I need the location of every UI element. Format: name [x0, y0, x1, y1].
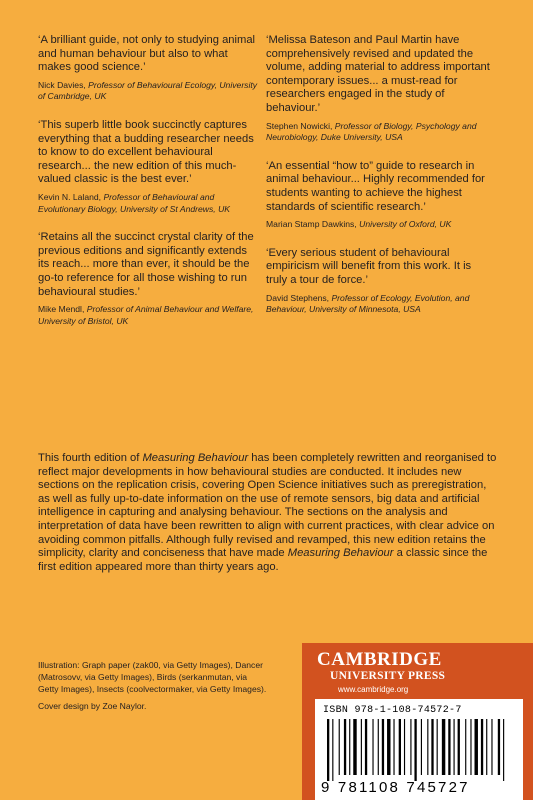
- reviewer-role: Professor of Behavioural and Evolutionary Biology, University of St Andrews, UK: [38, 191, 231, 214]
- quote-attribution: [38, 304, 258, 327]
- publisher-block: [302, 643, 533, 800]
- book-description: [38, 452, 498, 574]
- reviewer-role: University of Oxford, UK: [359, 219, 452, 230]
- book-title-italic: Measuring Behaviour: [142, 452, 249, 464]
- quote-attribution: [266, 219, 494, 231]
- isbn-text: ISBN 978-1-108-74572-7: [323, 705, 462, 716]
- reviewer-role: Professor of Ecology, Evolution, and Behaviour, University of Minnesota, USA: [266, 292, 470, 315]
- review-quote: [38, 34, 258, 103]
- quote-text: ‘This superb little book succinctly captures everything that a budding researcher needs to know to do excellent behavioural research... the new edition of this much-valued classic is the best ever.’: [38, 118, 254, 186]
- reviewer-name: Nick Davies,: [38, 79, 89, 90]
- barcode-panel: [315, 699, 523, 800]
- description-text: This fourth edition of: [38, 452, 143, 464]
- quotes-left-column: [38, 34, 258, 343]
- quote-attribution: [266, 293, 494, 316]
- review-quote: [38, 119, 258, 215]
- publisher-logo-press: UNIVERSITY PRESS: [330, 670, 446, 682]
- publisher-url: www.cambridge.org: [338, 685, 409, 694]
- description-text: a classic since the first edition appeared more than thirty years ago.: [38, 547, 488, 573]
- review-quote: [38, 231, 258, 327]
- reviewer-name: Marian Stamp Dawkins,: [266, 219, 360, 230]
- quote-attribution: [38, 80, 258, 103]
- quote-text: ‘A brilliant guide, not only to studying animal and human behaviour but also to what makes good science.’: [38, 34, 256, 74]
- review-quote: [266, 247, 494, 316]
- reviewer-name: Mike Mendl,: [38, 304, 87, 315]
- book-title-italic: Measuring Behaviour: [287, 547, 394, 560]
- quote-text: ‘An essential “how to” guide to research in animal behaviour... Highly recommended for students wanting to achieve the highest standards of scientific research.’: [266, 159, 485, 213]
- reviewer-role: Professor of Behavioural Ecology, University of Cambridge, UK: [38, 79, 258, 102]
- quote-text: ‘Melissa Bateson and Paul Martin have comprehensively revised and updated the volume, adding material to address important contemporary issues... a must-read for researchers engaged in the study of behaviour.’: [266, 34, 490, 114]
- reviewer-name: David Stephens,: [266, 292, 332, 303]
- description-text: has been completely rewritten and reorganised to reflect major developments in how behavioural studies are conducted. It includes new sections on the replication crisis, covering Open Science initiatives such as preregistration, as well as fully up-to-date information on the use of remote sensors, big data and artificial intelligence in capturing and analysing behaviour. The sections on the analysis and interpretation of data have been rewritten to align with current practices, with clear advice on avoiding common pitfalls. Although fully revised and revamped, this new edition retains the simplicity, clarity and conciseness that have made: [38, 452, 497, 560]
- quote-attribution: [266, 121, 494, 144]
- reviewer-role: Professor of Biology, Psychology and Neurobiology, Duke University, USA: [266, 120, 477, 143]
- design-credit: Cover design by Zoe Naylor.: [38, 701, 147, 712]
- illustration-credit: Illustration: Graph paper (zak00, via Getty Images), Dancer (Matrosovv, via Getty Images), Birds (serkanmutan, via Getty Images), Insects (coolvectormaker, via Getty Images).: [38, 660, 267, 694]
- barcode-digits: 9 781108 745727: [321, 779, 470, 796]
- reviewer-name: Stephen Nowicki,: [266, 120, 335, 131]
- cover-credits: [38, 660, 268, 719]
- review-quote: [266, 160, 494, 231]
- publisher-logo-name: CAMBRIDGE: [317, 649, 442, 670]
- quotes-right-column: [266, 34, 494, 332]
- review-quote: [266, 34, 494, 144]
- quote-attribution: [38, 192, 258, 215]
- reviewer-role: Professor of Animal Behaviour and Welfare, University of Bristol, UK: [38, 304, 254, 326]
- reviewer-name: Kevin N. Laland,: [38, 191, 104, 202]
- barcode-icon: [327, 719, 517, 781]
- quote-text: ‘Every serious student of behavioural empiricism will benefit from this work. It is truly a tour de force.’: [266, 246, 472, 286]
- quote-text: ‘Retains all the succinct crystal clarity of the previous editions and significantly extends its reach... more than ever, it should be the go-to reference for all those wishing to run behavioural studies.’: [38, 231, 254, 298]
